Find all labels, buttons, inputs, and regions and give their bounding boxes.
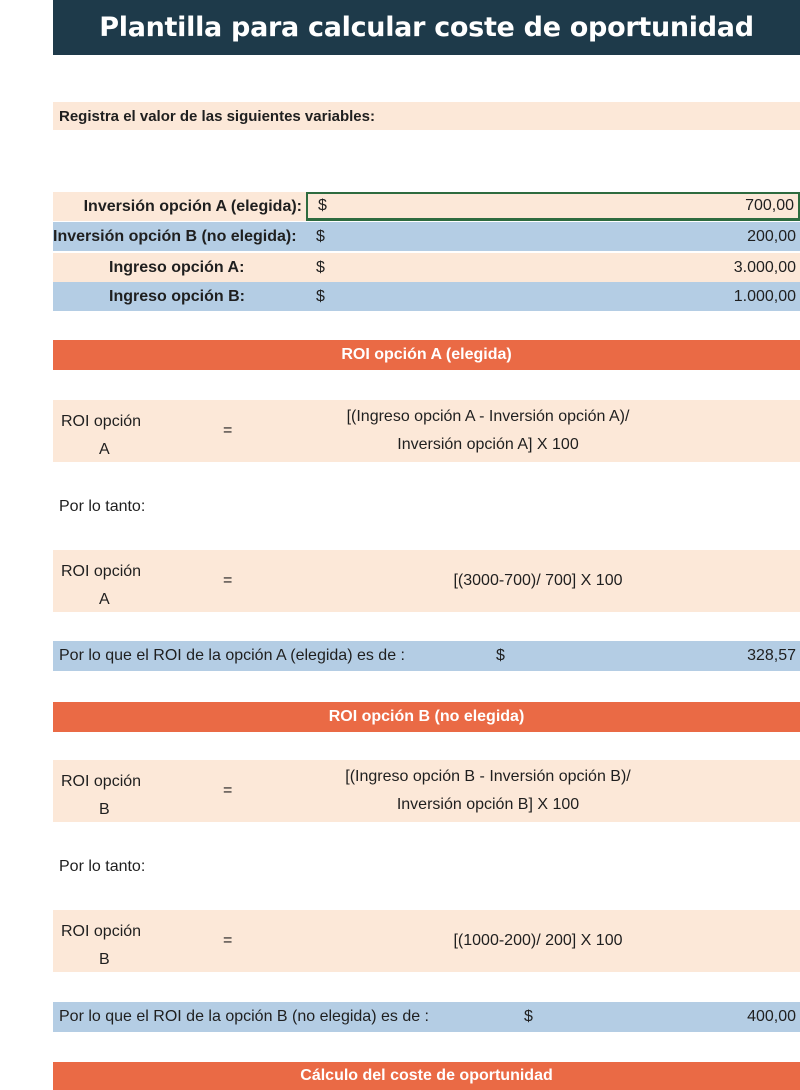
instruction-row xyxy=(53,102,800,130)
income-a-input[interactable] xyxy=(306,253,800,282)
result-label: Por lo que el ROI de la opción A (elegida) es de : xyxy=(59,647,405,664)
result-row-b xyxy=(53,1002,800,1032)
formula-label-line-2: B xyxy=(99,801,110,818)
instruction-text: Registra el valor de las siguientes variables: xyxy=(59,107,375,125)
formula-label xyxy=(61,558,156,614)
calc-expression: [(1000-200)/ 200] X 100 xyxy=(453,932,623,949)
equals-sign: = xyxy=(223,932,233,949)
formula-label-line-1: ROI opción xyxy=(61,923,142,940)
variable-row-investment-b xyxy=(53,222,800,251)
variable-value: 700,00 xyxy=(745,197,794,214)
investment-b-input[interactable] xyxy=(306,222,800,251)
section-header-roi-b: ROI opción B (no elegida) xyxy=(53,702,800,732)
currency-symbol: $ xyxy=(316,258,325,276)
calc-block-b xyxy=(53,910,800,972)
therefore-text-a: Por lo tanto: xyxy=(59,498,146,515)
formula-line-1: [(Ingreso opción A - Inversión opción A)/ xyxy=(346,408,630,425)
page-title: Plantilla para calcular coste de oportunidad xyxy=(53,0,800,55)
result-row-a xyxy=(53,641,800,671)
formula-line-2: Inversión opción B] X 100 xyxy=(396,796,580,813)
formula-label xyxy=(61,768,156,824)
formula-expression xyxy=(313,403,663,459)
formula-label-line-2: A xyxy=(99,441,110,458)
formula-label-line-2: A xyxy=(99,591,110,608)
variable-label: Inversión opción B (no elegida): xyxy=(53,227,297,245)
formula-label xyxy=(61,408,156,464)
formula-label-line-2: B xyxy=(99,951,110,968)
formula-block-b xyxy=(53,760,800,822)
variable-value: 200,00 xyxy=(747,227,796,245)
formula-block-a xyxy=(53,400,800,462)
formula-label xyxy=(61,918,156,974)
income-b-input[interactable] xyxy=(306,282,800,311)
currency-symbol: $ xyxy=(316,287,325,305)
result-value: 400,00 xyxy=(747,1008,796,1025)
section-header-roi-a: ROI opción A (elegida) xyxy=(53,340,800,370)
currency-symbol: $ xyxy=(316,227,325,245)
currency-symbol: $ xyxy=(496,647,505,664)
calc-block-a xyxy=(53,550,800,612)
equals-sign: = xyxy=(223,572,233,589)
variable-value: 3.000,00 xyxy=(733,258,796,276)
formula-line-1: [(Ingreso opción B - Inversión opción B)/ xyxy=(345,768,631,785)
equals-sign: = xyxy=(223,782,233,799)
variable-value: 1.000,00 xyxy=(733,287,796,305)
variable-row-income-b xyxy=(53,282,800,311)
formula-label-line-1: ROI opción xyxy=(61,773,142,790)
variable-label: Ingreso opción B: xyxy=(109,287,245,305)
therefore-text-b: Por lo tanto: xyxy=(59,858,146,875)
variable-label: Ingreso opción A: xyxy=(109,258,245,276)
variable-row-income-a xyxy=(53,253,800,282)
calc-expression: [(3000-700)/ 700] X 100 xyxy=(453,572,623,589)
result-label: Por lo que el ROI de la opción B (no elegida) es de : xyxy=(59,1008,429,1025)
currency-symbol: $ xyxy=(318,197,327,214)
investment-a-input[interactable] xyxy=(306,192,800,221)
variable-row-investment-a xyxy=(53,192,800,221)
section-header-opportunity-cost: Cálculo del coste de oportunidad xyxy=(53,1062,800,1090)
equals-sign: = xyxy=(223,422,233,439)
formula-expression xyxy=(313,763,663,819)
formula-label-line-1: ROI opción xyxy=(61,563,142,580)
variable-label: Inversión opción A (elegida): xyxy=(83,197,302,215)
result-value: 328,57 xyxy=(747,647,796,664)
formula-label-line-1: ROI opción xyxy=(61,413,142,430)
currency-symbol: $ xyxy=(524,1008,533,1025)
formula-line-2: Inversión opción A] X 100 xyxy=(397,436,579,453)
